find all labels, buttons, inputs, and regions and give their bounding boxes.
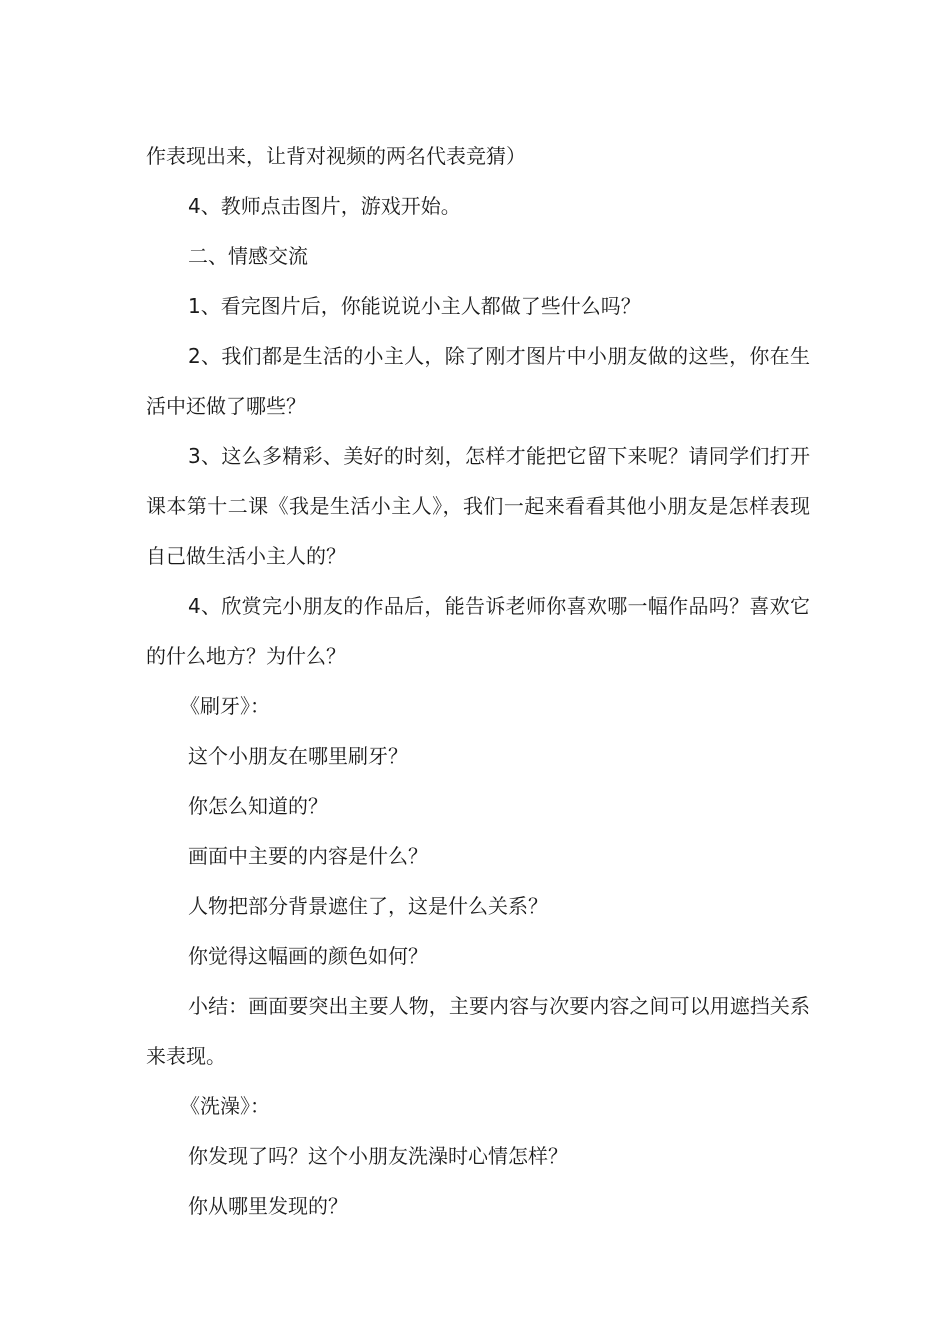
paragraph-continuation: 作表现出来，让背对视频的两名代表竞猜）	[146, 144, 526, 168]
paragraph-question-3: 3、这么多精彩、美好的时刻，怎样才能把它留下来呢？请同学们打开课本第十二课《我是生活小主人》，我们一起来看看其他小朋友是怎样表现自己做生活小主人的？	[146, 444, 810, 568]
question-main-content: 画面中主要的内容是什么？	[188, 844, 428, 868]
question-where-found: 你从哪里发现的？	[188, 1194, 348, 1218]
question-how-know: 你怎么知道的？	[188, 794, 328, 818]
paragraph-question-1: 1、看完图片后，你能说说小主人都做了些什么吗？	[188, 294, 641, 318]
section-heading-emotional-exchange: 二、情感交流	[188, 244, 308, 268]
question-bathing-mood: 你发现了吗？这个小朋友洗澡时心情怎样？	[188, 1144, 568, 1168]
paragraph-summary: 小结：画面要突出主要人物，主要内容与次要内容之间可以用遮挡关系来表现。	[146, 994, 810, 1068]
artwork-title-brushing-teeth: 《刷牙》：	[180, 694, 270, 718]
question-occlusion: 人物把部分背景遮住了，这是什么关系？	[188, 894, 548, 918]
paragraph-step-4-game-start: 4、教师点击图片，游戏开始。	[188, 194, 461, 218]
question-colors: 你觉得这幅画的颜色如何？	[188, 944, 428, 968]
question-where-brushing: 这个小朋友在哪里刷牙？	[188, 744, 408, 768]
paragraph-question-4: 4、欣赏完小朋友的作品后，能告诉老师你喜欢哪一幅作品吗？喜欢它的什么地方？为什么？	[146, 594, 810, 668]
artwork-title-bathing: 《洗澡》：	[180, 1094, 270, 1118]
paragraph-question-2: 2、我们都是生活的小主人，除了刚才图片中小朋友做的这些，你在生活中还做了哪些？	[146, 344, 810, 418]
document-body	[146, 131, 810, 1231]
